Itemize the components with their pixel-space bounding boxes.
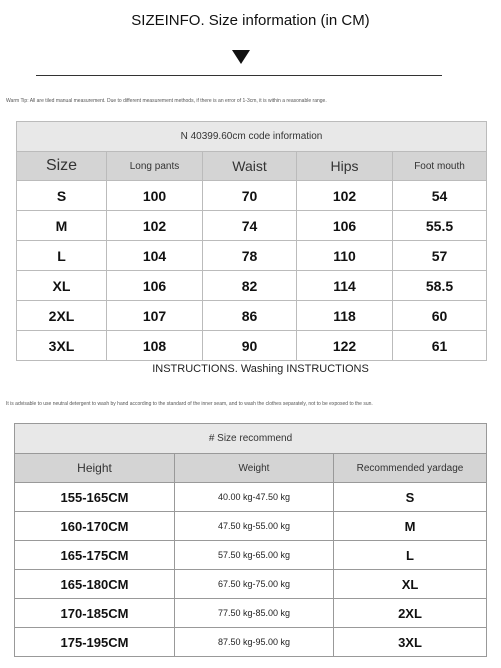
foot-mouth-cell: 61 xyxy=(393,331,487,361)
column-header-size: Size xyxy=(17,152,107,181)
hips-cell: 106 xyxy=(297,211,393,241)
weight-cell: 87.50 kg-95.00 kg xyxy=(175,628,334,657)
long-pants-cell: 108 xyxy=(107,331,203,361)
column-header-hips: Hips xyxy=(297,152,393,181)
yardage-cell: M xyxy=(334,512,487,541)
foot-mouth-cell: 58.5 xyxy=(393,271,487,301)
size-cell: S xyxy=(17,181,107,211)
table-row xyxy=(15,512,487,541)
weight-cell: 57.50 kg-65.00 kg xyxy=(175,541,334,570)
down-arrow-icon xyxy=(232,50,250,64)
table-row xyxy=(15,628,487,657)
foot-mouth-cell: 54 xyxy=(393,181,487,211)
hips-cell: 102 xyxy=(297,181,393,211)
table-row xyxy=(17,301,487,331)
table-row xyxy=(15,570,487,599)
warm-tip: Warm Tip: All are tiled manual measurement. Due to different measurement methods, if there is an error of 1-3cm, it is within a reasonable range. xyxy=(6,98,327,104)
table-row xyxy=(17,211,487,241)
height-cell: 165-180CM xyxy=(15,570,175,599)
yardage-cell: XL xyxy=(334,570,487,599)
table-row xyxy=(15,483,487,512)
long-pants-cell: 100 xyxy=(107,181,203,211)
size-recommend-table xyxy=(14,423,487,657)
column-header-height: Height xyxy=(15,454,175,483)
long-pants-cell: 106 xyxy=(107,271,203,301)
hips-cell: 122 xyxy=(297,331,393,361)
waist-cell: 90 xyxy=(203,331,297,361)
table-row xyxy=(17,241,487,271)
column-header-weight: Weight xyxy=(175,454,334,483)
waist-cell: 82 xyxy=(203,271,297,301)
size-cell: XL xyxy=(17,271,107,301)
foot-mouth-cell: 57 xyxy=(393,241,487,271)
size-cell: 2XL xyxy=(17,301,107,331)
table-row xyxy=(17,331,487,361)
waist-cell: 78 xyxy=(203,241,297,271)
yardage-cell: 2XL xyxy=(334,599,487,628)
recommend-table-caption: # Size recommend xyxy=(15,424,487,454)
column-header-long-pants: Long pants xyxy=(107,152,203,181)
height-cell: 175-195CM xyxy=(15,628,175,657)
yardage-cell: S xyxy=(334,483,487,512)
table-caption-row xyxy=(17,122,487,152)
hips-cell: 110 xyxy=(297,241,393,271)
table-header-row xyxy=(15,454,487,483)
waist-cell: 70 xyxy=(203,181,297,211)
table-caption-row xyxy=(15,424,487,454)
long-pants-cell: 104 xyxy=(107,241,203,271)
weight-cell: 67.50 kg-75.00 kg xyxy=(175,570,334,599)
long-pants-cell: 107 xyxy=(107,301,203,331)
height-cell: 160-170CM xyxy=(15,512,175,541)
foot-mouth-cell: 55.5 xyxy=(393,211,487,241)
height-cell: 165-175CM xyxy=(15,541,175,570)
table-row xyxy=(17,271,487,301)
weight-cell: 47.50 kg-55.00 kg xyxy=(175,512,334,541)
column-header-waist: Waist xyxy=(203,152,297,181)
size-information-table xyxy=(16,121,487,361)
table-row xyxy=(15,599,487,628)
hips-cell: 114 xyxy=(297,271,393,301)
washing-instructions-text: It is advisable to use neutral detergent to wash by hand according to the standard of the inner seam, and to wash the clothes separately, not to be exposed to the sun. xyxy=(6,401,373,407)
table-header-row xyxy=(17,152,487,181)
yardage-cell: L xyxy=(334,541,487,570)
column-header-foot-mouth: Foot mouth xyxy=(393,152,487,181)
yardage-cell: 3XL xyxy=(334,628,487,657)
washing-instructions-title: INSTRUCTIONS. Washing INSTRUCTIONS xyxy=(152,363,369,375)
page-title: SIZEINFO. Size information (in CM) xyxy=(131,12,370,29)
height-cell: 170-185CM xyxy=(15,599,175,628)
size-cell: M xyxy=(17,211,107,241)
column-header-recommended-yardage: Recommended yardage xyxy=(334,454,487,483)
waist-cell: 74 xyxy=(203,211,297,241)
hips-cell: 118 xyxy=(297,301,393,331)
weight-cell: 40.00 kg-47.50 kg xyxy=(175,483,334,512)
weight-cell: 77.50 kg-85.00 kg xyxy=(175,599,334,628)
table-row xyxy=(17,181,487,211)
table-row xyxy=(15,541,487,570)
size-cell: 3XL xyxy=(17,331,107,361)
long-pants-cell: 102 xyxy=(107,211,203,241)
size-cell: L xyxy=(17,241,107,271)
waist-cell: 86 xyxy=(203,301,297,331)
height-cell: 155-165CM xyxy=(15,483,175,512)
size-table-caption: N 40399.60cm code information xyxy=(17,122,487,152)
divider xyxy=(36,75,442,76)
foot-mouth-cell: 60 xyxy=(393,301,487,331)
